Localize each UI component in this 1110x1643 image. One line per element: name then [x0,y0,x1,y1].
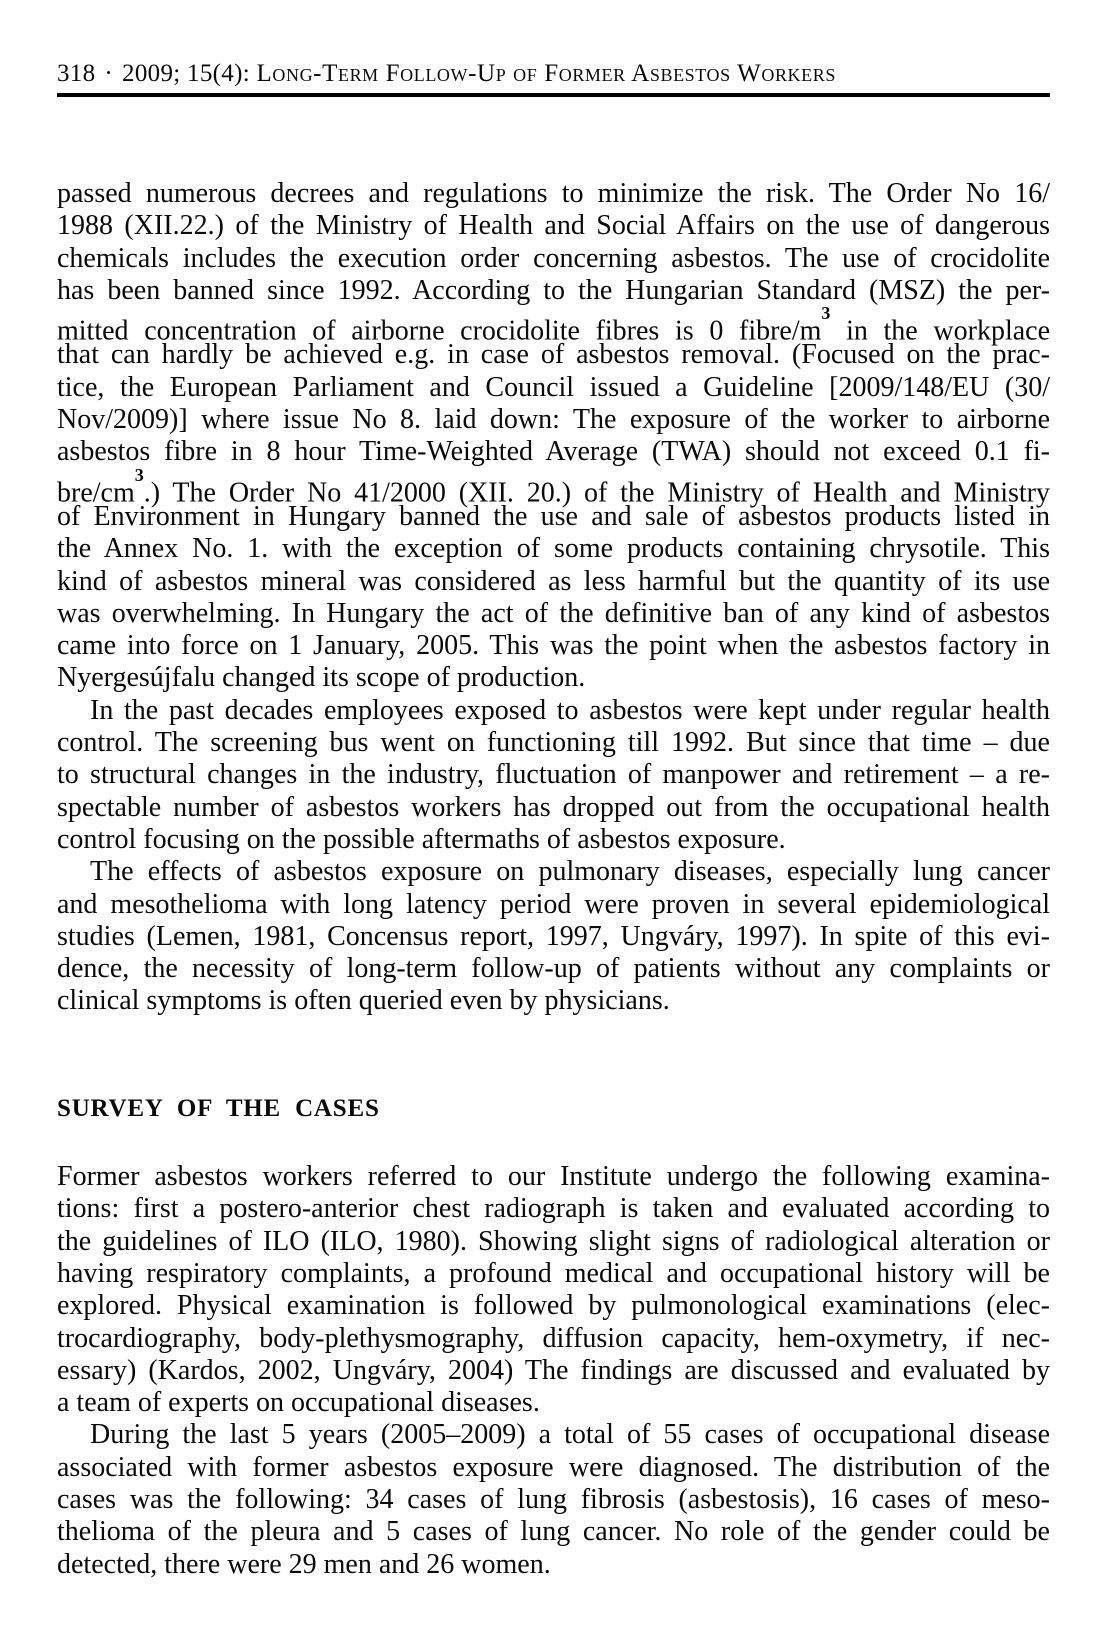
body-text [57,178,1050,1581]
text-line: clinical symptoms is often queried even by physicians. [57,985,670,1017]
text-line: Nyergesújfalu changed its scope of production. [57,662,586,694]
header-issue: 2009; 15(4): [122,60,250,87]
text-line: control. The screening bus went on functioning till 1992. But since that time – due [57,727,1050,759]
page-number: 318 [57,60,96,87]
text-line: was overwhelming. In Hungary the act of the definitive ban of any kind of asbestos [57,597,1050,629]
paragraph [57,1161,1050,1419]
paragraph [57,856,1050,1017]
text-line: passed numerous decrees and regulations to minimize the risk. The Order No 16/ [57,178,1050,209]
text-line: the Annex No. 1. with the exception of some products containing chrysotile. This [57,533,1050,565]
text-line: In the past decades employees exposed to asbestos were kept under regular health [90,694,1050,726]
text-line: that can hardly be achieved e.g. in case of asbestos removal. (Focused on the prac- [57,339,1050,371]
text-line: trocardiography, body-plethysmography, diffusion capacity, hem-oxymetry, if nec- [57,1322,1050,1354]
text-line: of Environment in Hungary banned the use and sale of asbestos products listed in [57,500,1050,532]
text-line: control focusing on the possible aftermaths of asbestos exposure. [57,823,786,855]
paragraph [57,1419,1050,1580]
running-header [57,60,1050,88]
text-line: and mesothelioma with long latency period were proven in several epidemiological [57,888,1050,920]
text-line: asbestos fibre in 8 hour Time-Weighted Average (TWA) should not exceed 0.1 fi- [57,436,1050,468]
text-line: spectable number of asbestos workers has dropped out from the occupational health [57,791,1050,823]
text-line: to structural changes in the industry, fluctuation of manpower and retirement – a re- [57,759,1050,791]
paragraph [57,695,1050,856]
text-line: having respiratory complaints, a profound medical and occupational history will be [57,1257,1050,1289]
text-line: The effects of asbestos exposure on pulmonary diseases, especially lung cancer [90,856,1050,888]
text-line: Former asbestos workers referred to our Institute undergo the following examina- [57,1161,1050,1193]
text-line: 1988 (XII.22.) of the Ministry of Health and Social Affairs on the use of dangerous [57,210,1050,242]
superscript-3: 3 [134,464,144,485]
header-separator: · [104,60,114,87]
text-line: cases was the following: 34 cases of lung fibrosis (asbestosis), 16 cases of meso- [57,1483,1050,1515]
section-heading: SURVEY OF THE CASES [57,1094,380,1122]
text-line: dence, the necessity of long-term follow-up of patients without any complaints or [57,953,1050,985]
superscript-3: 3 [821,303,831,324]
header-title: Long-Term Follow-Up of Former Asbestos Workers [256,60,836,87]
text-line: has been banned since 1992. According to the Hungarian Standard (MSZ) the per- [57,274,1050,306]
text-line: chemicals includes the execution order concerning asbestos. The use of crocidolite [57,242,1050,274]
text-line: kind of asbestos mineral was considered as less harmful but the quantity of its use [57,565,1050,597]
text-line: studies (Lemen, 1981, Concensus report, 1997, Ungváry, 1997). In spite of this evi- [57,920,1050,952]
text-line: associated with former asbestos exposure were diagnosed. The distribution of the [57,1451,1050,1483]
text-line: explored. Physical examination is followed by pulmonological examinations (elec- [57,1290,1050,1322]
text-line: bre/$cm^3$.) The Order No 41/2000 (XII. 20.) of the Ministry of Health and Ministry [57,464,1050,508]
text-line: thelioma of the pleura and 5 cases of lung cancer. No role of the gender could be [57,1516,1050,1548]
text-line: mitted concentration of airborne crocidolite fibres is 0 fibre/$m^3$ in the workplace [57,303,1051,347]
paragraph [57,178,1050,695]
text-line: a team of experts on occupational diseases. [57,1387,540,1419]
text-line: Nov/2009)] where issue No 8. laid down: The exposure of the worker to airborne [57,404,1050,436]
header-rule [57,93,1050,97]
text-line: came into force on 1 January, 2005. This was the point when the asbestos factory in [57,630,1050,662]
text-line: tice, the European Parliament and Council issued a Guideline [2009/148/EU (30/ [57,371,1050,403]
text-line: the guidelines of ILO (ILO, 1980). Showing slight signs of radiological alteration or [57,1225,1050,1257]
text-line: During the last 5 years (2005–2009) a total of 55 cases of occupational disease [90,1419,1050,1451]
text-line: detected, there were 29 men and 26 women. [57,1548,551,1580]
text-line: essary) (Kardos, 2002, Ungváry, 2004) The findings are discussed and evaluated by [57,1354,1050,1386]
text-line: tions: first a postero-anterior chest radiograph is taken and evaluated according to [57,1193,1050,1225]
